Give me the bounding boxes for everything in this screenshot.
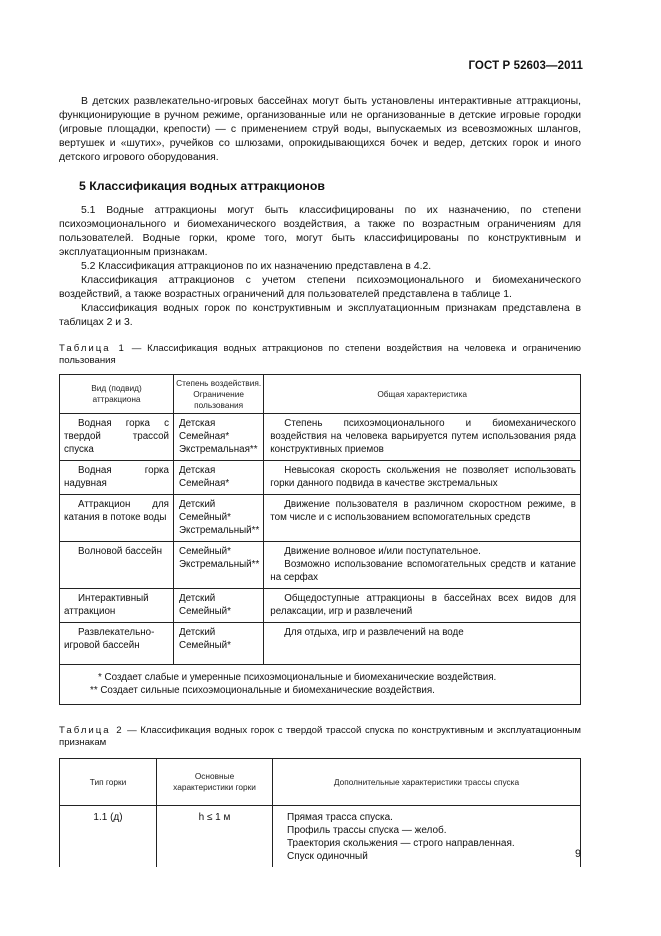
table1-caption-label: Таблица 1	[59, 343, 126, 354]
table-row	[60, 806, 581, 868]
degree-value: Детская	[179, 465, 216, 476]
table1-desc-cell	[264, 542, 581, 589]
table1-header-row	[60, 375, 581, 414]
table1-header-desc: Общая характеристика	[264, 375, 581, 414]
table1	[59, 374, 581, 705]
section-title: 5 Классификация водных аттракционов	[79, 179, 325, 193]
table1-caption	[59, 343, 581, 367]
table2-caption-text: — Классификация водных горок с твердой трассой спуска по конструктивным и эксплуатационным признакам	[59, 725, 581, 748]
table2-type-cell: 1.1 (д)	[60, 806, 157, 868]
extra-line: Траектория скольжения — строго направленная.	[287, 838, 515, 849]
degree-value: Семейная*	[179, 478, 230, 489]
paragraph-5-2: 5.2 Классификация аттракционов по их назначению представлена в 4.2.	[81, 261, 432, 272]
table1-degree-cell	[174, 414, 264, 461]
table-row	[60, 495, 581, 542]
paragraph-table23-ref: Классификация водных горок по конструктивным и эксплуатационным признакам представлена в таблицах 2 и 3.	[59, 303, 581, 328]
table2-header-type: Тип горки	[60, 759, 157, 806]
table2-header-extra: Дополнительные характеристики трассы спуска	[273, 759, 581, 806]
degree-value: Семейный*	[179, 606, 231, 617]
degree-value: Детский	[179, 593, 216, 604]
extra-line: Профиль трассы спуска — желоб.	[287, 825, 447, 836]
table2-header-row	[60, 759, 581, 806]
extra-line: Прямая трасса спуска.	[287, 812, 393, 823]
extra-line: Спуск одиночный	[287, 851, 368, 862]
table1-degree-cell	[174, 542, 264, 589]
table1-kind-text: Интерактивный аттракцион	[64, 593, 149, 617]
desc-line: Возможно использование вспомогательных средств и катание на серфах	[270, 559, 576, 583]
table1-desc-cell	[264, 461, 581, 495]
table2-caption	[59, 725, 581, 749]
table1-degree-cell	[174, 623, 264, 665]
desc-line: Невысокая скорость скольжения не позволяет использовать горки данного подвида в качестве экстремальных	[270, 465, 576, 489]
degree-value: Экстремальный**	[179, 525, 260, 536]
table1-kind-cell	[60, 495, 174, 542]
degree-value: Семейный*	[179, 546, 231, 557]
table2-main-value: h ≤ 1 м	[198, 812, 231, 823]
table-row	[60, 589, 581, 623]
table1-degree-cell	[174, 461, 264, 495]
table-row	[60, 414, 581, 461]
degree-value: Семейный*	[179, 512, 231, 523]
table-row	[60, 461, 581, 495]
desc-line: Движение волновое и/или поступательное.	[284, 546, 481, 557]
desc-line: Для отдыха, игр и развлечений на воде	[284, 627, 464, 638]
table1-note: * Создает слабые и умеренные психоэмоциональные и биомеханические воздействия.	[98, 672, 497, 683]
table-row	[60, 623, 581, 665]
table1-kind-text: Аттракцион для катания в потоке воды	[64, 499, 169, 523]
degree-value: Экстремальная**	[179, 444, 258, 455]
table1-notes	[60, 665, 581, 705]
document-id: ГОСТ Р 52603—2011	[468, 60, 583, 72]
page-number: 9	[574, 848, 581, 860]
table1-kind-text: Развлекательно-игровой бассейн	[64, 627, 155, 651]
table2	[59, 758, 581, 867]
table1-degree-cell	[174, 589, 264, 623]
degree-value: Детский	[179, 499, 216, 510]
table1-kind-cell	[60, 461, 174, 495]
table1-desc-cell	[264, 589, 581, 623]
page-content	[59, 95, 581, 867]
degree-value: Детская	[179, 418, 216, 429]
intro-paragraph: В детских развлекательно-игровых бассейнах могут быть установлены интерактивные аттракционы, функционирующие в ручном режиме, организованные или не организованные в детские игровые городки (игровые площадки, крепости) — с применением струй воды, выпускаемых из всевозможных шлангов, вертушек и «шутих», ручейков со шлюзами, опрокидывающихся бочек и ведер, детских горок и иного детского игрового оборудования.	[59, 96, 581, 163]
table1-caption-text: — Классификация водных аттракционов по степени воздействия на человека и ограничению пользования	[59, 343, 581, 366]
table1-kind-text: Волновой бассейн	[78, 546, 163, 557]
table2-main-cell	[157, 806, 273, 868]
table2-caption-label: Таблица 2	[59, 725, 124, 736]
table1-note: ** Создает сильные психоэмоциональные и биомеханические воздействия.	[90, 685, 435, 696]
table1-desc-cell	[264, 495, 581, 542]
table1-notes-row	[60, 665, 581, 705]
table1-kind-text: Водная горка надувная	[64, 465, 169, 489]
table1-desc-cell	[264, 623, 581, 665]
paragraph-table1-ref: Классификация аттракционов с учетом степени психоэмоционального и биомеханического воздействий, а также возрастных ограничений для пользователей представлена в таблице 1.	[59, 275, 581, 300]
table1-desc-cell	[264, 414, 581, 461]
table1-kind-cell	[60, 414, 174, 461]
desc-line: Общедоступные аттракционы в бассейнах всех видов для релаксации, игр и развлечений	[270, 593, 576, 617]
paragraph-5-1: 5.1 Водные аттракционы могут быть классифицированы по их назначению, по степени психоэмоционального и биомеханического воздействия, а также по возрастным ограничениям для пользователей. Водные горки, кроме того, могут быть классифицированы по конструктивным и эксплуатационным признакам.	[59, 205, 581, 258]
table2-header-main: Основные характеристики горки	[157, 759, 273, 806]
degree-value: Детский	[179, 627, 216, 638]
degree-value: Семейная*	[179, 431, 230, 442]
table1-kind-cell	[60, 589, 174, 623]
table1-kind-text: Водная горка с твердой трассой спуска	[64, 418, 169, 455]
desc-line: Движение пользователя в различном скоростном режиме, в том числе и с использованием вспомогательных средств	[270, 499, 576, 523]
table-row	[60, 542, 581, 589]
table1-kind-cell	[60, 542, 174, 589]
table1-header-kind: Вид (подвид) аттракциона	[60, 375, 174, 414]
table1-kind-cell	[60, 623, 174, 665]
table2-extra-cell	[273, 806, 581, 868]
table1-degree-cell	[174, 495, 264, 542]
table1-header-degree: Степень воздействия. Ограничение пользования	[174, 375, 264, 414]
degree-value: Экстремальный**	[179, 559, 260, 570]
degree-value: Семейный*	[179, 640, 231, 651]
desc-line: Степень психоэмоционального и биомеханического воздействия на человека варьируется путем использования ряда конструктивных приемов	[270, 418, 576, 455]
